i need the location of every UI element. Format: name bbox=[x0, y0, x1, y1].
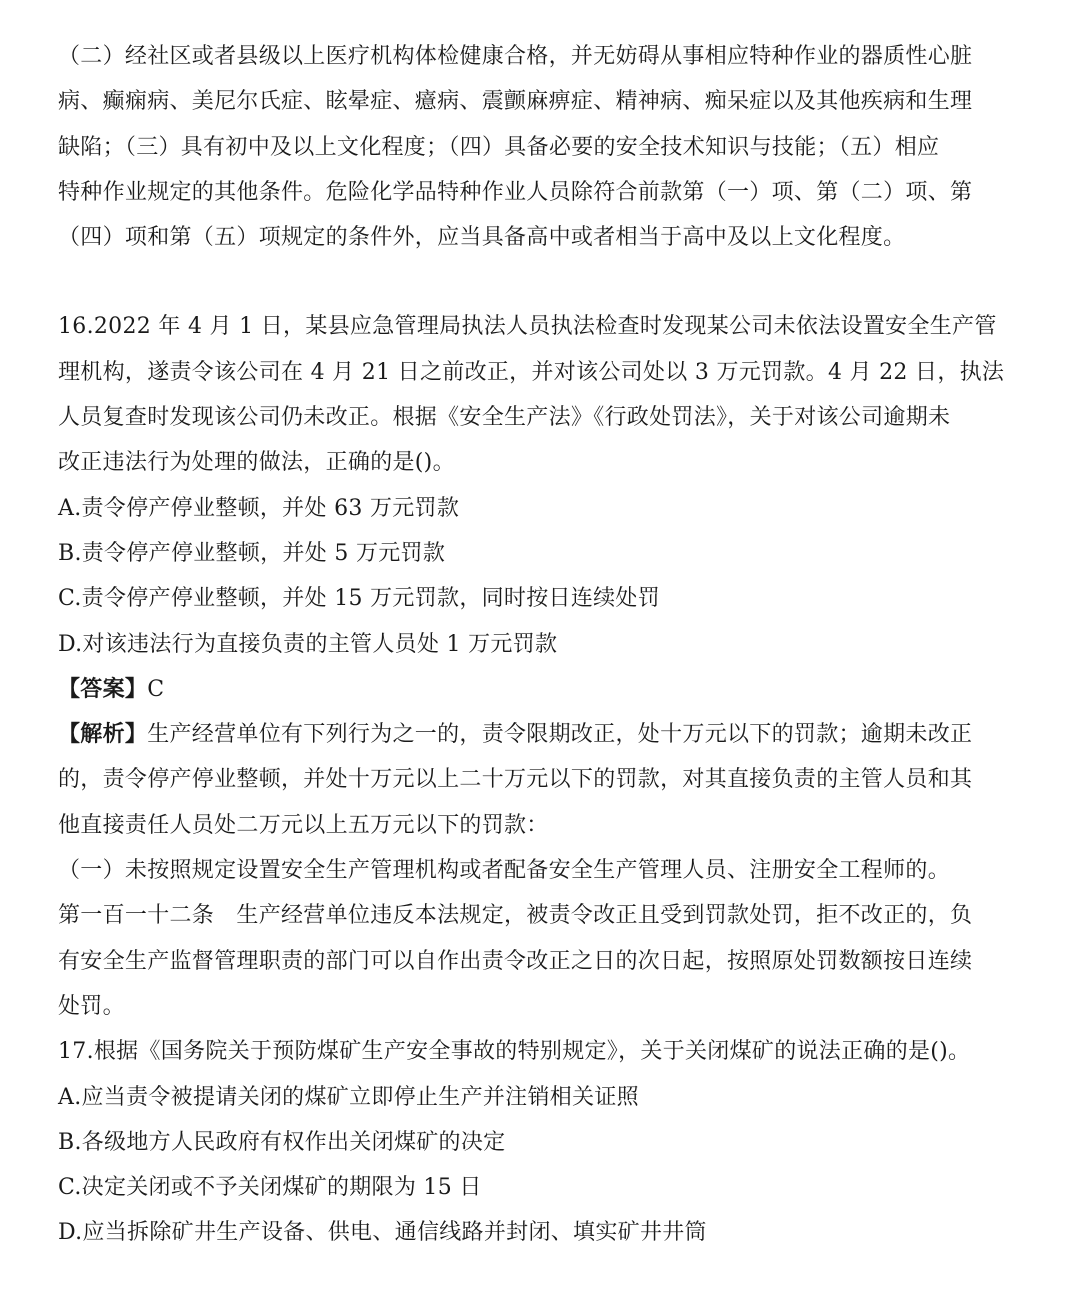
analysis-line: 处罚。 bbox=[58, 993, 125, 1019]
continuation-paragraph bbox=[58, 34, 1018, 260]
text-line: 病、癫痫病、美尼尔氏症、眩晕症、癔病、震颤麻痹症、精神病、痴呆症以及其他疾病和生理 bbox=[58, 89, 973, 115]
option-c: C.责令停产停业整顿，并处 15 万元罚款，同时按日连续处罚 bbox=[58, 586, 661, 612]
analysis-line: 有安全生产监督管理职责的部门可以自作出责令改正之日的次日起，按照原处罚数额按日连续 bbox=[58, 948, 973, 974]
option-b: B.责令停产停业整顿，并处 5 万元罚款 bbox=[58, 540, 446, 566]
option-d: D.应当拆除矿井生产设备、供电、通信线路并封闭、填实矿井井筒 bbox=[58, 1220, 707, 1246]
option-a: A.应当责令被提请关闭的煤矿立即停止生产并注销相关证照 bbox=[58, 1084, 639, 1110]
text-line: 缺陷；（三）具有初中及以上文化程度；（四）具备必要的安全技术知识与技能；（五）相应 bbox=[58, 134, 940, 160]
question-16 bbox=[58, 304, 1018, 1029]
option-c: C.决定关闭或不予关闭煤矿的期限为 15 日 bbox=[58, 1175, 482, 1201]
text-line: 特种作业规定的其他条件。危险化学品特种作业人员除符合前款第（一）项、第（二）项、第 bbox=[58, 179, 973, 205]
option-a: A.责令停产停业整顿，并处 63 万元罚款 bbox=[58, 495, 460, 521]
analysis-label: 【解析】 bbox=[58, 721, 148, 748]
analysis-line: 的，责令停产停业整顿，并处十万元以上二十万元以下的罚款，对其直接负责的主管人员和其 bbox=[58, 767, 973, 793]
document-page bbox=[58, 34, 1018, 1256]
question-stem-line: 改正违法行为处理的做法，正确的是()。 bbox=[58, 450, 455, 476]
answer-label: 【答案】 bbox=[58, 675, 148, 702]
answer-value: C bbox=[147, 676, 165, 702]
option-d: D.对该违法行为直接负责的主管人员处 1 万元罚款 bbox=[58, 631, 558, 657]
text-line: （二）经社区或者县级以上医疗机构体检健康合格，并无妨碍从事相应特种作业的器质性心脏 bbox=[58, 44, 973, 69]
analysis-line: 他直接责任人员处二万元以上五万元以下的罚款： bbox=[58, 812, 549, 838]
option-b: B.各级地方人民政府有权作出关闭煤矿的决定 bbox=[58, 1129, 506, 1155]
analysis-text: 生产经营单位有下列行为之一的，责令限期改正，处十万元以下的罚款；逾期未改正 bbox=[147, 722, 973, 748]
question-stem-line: 16.2022 年 4 月 1 日，某县应急管理局执法人员执法检查时发现某公司未依法设置安全生产管 bbox=[58, 314, 997, 340]
question-stem-line: 理机构，遂责令该公司在 4 月 21 日之前改正，并对该公司处以 3 万元罚款。4 月 22 日，执法 bbox=[58, 359, 1005, 385]
paragraph-gap bbox=[58, 260, 1018, 304]
analysis-line: （一）未按照规定设置安全生产管理机构或者配备安全生产管理人员、注册安全工程师的。 bbox=[58, 858, 951, 884]
question-17 bbox=[58, 1029, 1018, 1255]
analysis-line: 第一百一十二条 生产经营单位违反本法规定，被责令改正且受到罚款处罚，拒不改正的，负 bbox=[58, 903, 973, 929]
question-stem-line: 人员复查时发现该公司仍未改正。根据《安全生产法》《行政处罚法》，关于对该公司逾期未 bbox=[58, 405, 951, 431]
answer-line bbox=[58, 667, 1018, 712]
question-stem-line: 17.根据《国务院关于预防煤矿生产安全事故的特别规定》，关于关闭煤矿的说法正确的是()。 bbox=[58, 1039, 971, 1065]
text-line: （四）项和第（五）项规定的条件外，应当具备高中或者相当于高中及以上文化程度。 bbox=[58, 225, 906, 251]
analysis-line bbox=[58, 712, 1018, 757]
